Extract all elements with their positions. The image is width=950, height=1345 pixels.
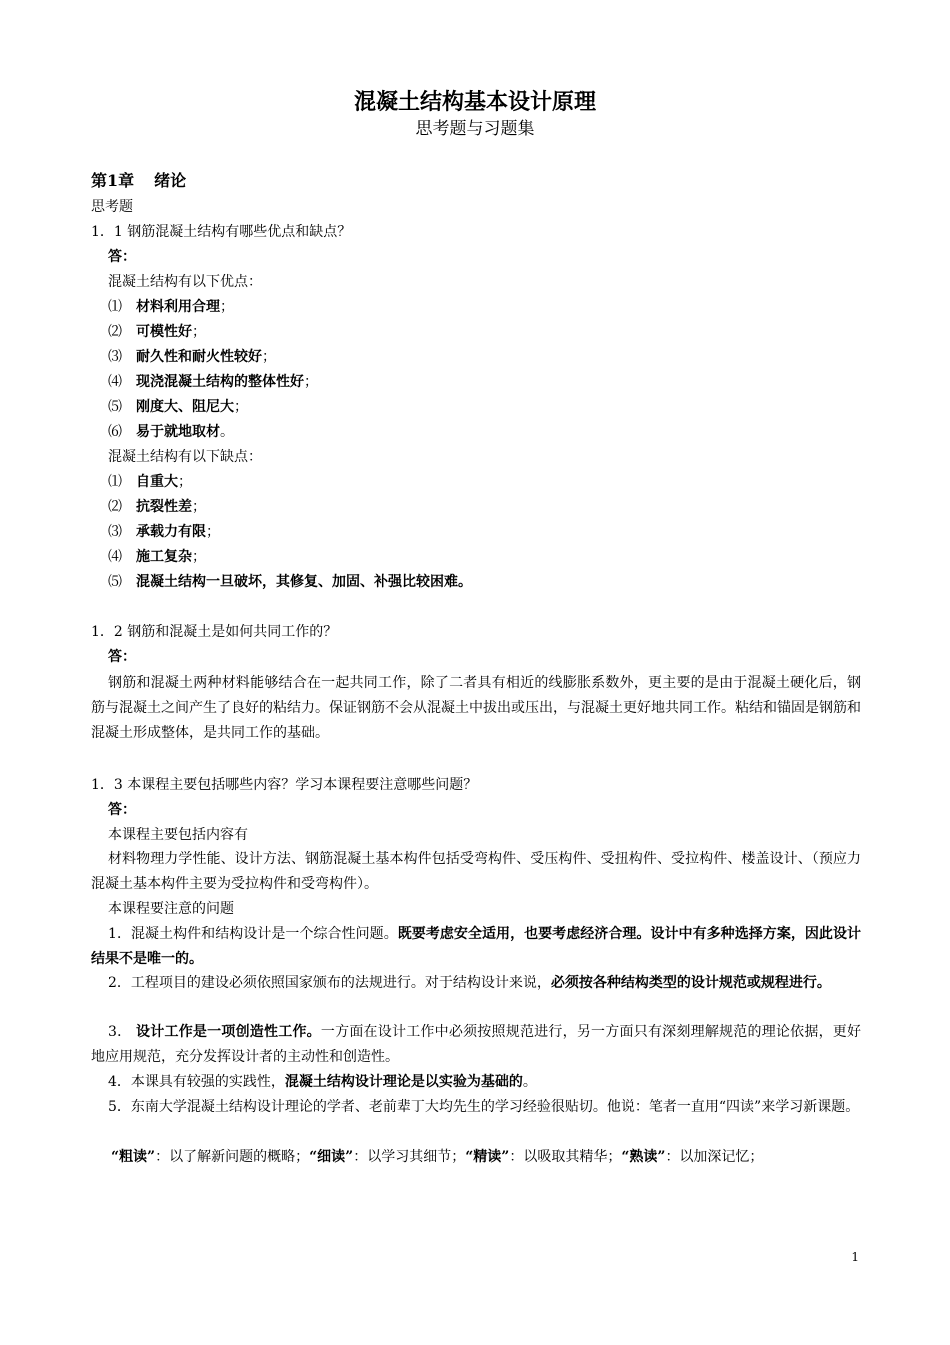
list-number: ⑸ (108, 399, 122, 415)
disadvantages-intro: 混凝土结构有以下缺点： (108, 449, 262, 465)
list-item: ⑸ 刚度大、阻尼大； (108, 399, 248, 415)
list-number: ⑷ (108, 549, 122, 565)
chapter-title: 绪论 (154, 171, 187, 190)
list-item: ⑶ 耐久性和耐火性较好； (108, 349, 276, 365)
list-item: ⑹ 易于就地取材。 (108, 424, 234, 440)
list-number: ⑸ (108, 574, 122, 590)
list-item: ⑸ 混凝土结构一旦破坏，其修复、加固、补强比较困难。 (108, 574, 472, 590)
note-paragraph-4: 4．本课具有较强的实践性，混凝土结构设计理论是以实验为基础的。 (108, 1074, 537, 1090)
content-intro: 本课程主要包括内容有 (108, 827, 248, 843)
chapter-heading (91, 169, 186, 193)
list-number: ⑴ (108, 299, 122, 315)
question-1-3: 1．3 本课程主要包括哪些内容？学习本课程要注意哪些问题？ (91, 777, 478, 793)
content-paragraph: 材料物理力学性能、设计方法、钢筋混凝土基本构件包括受弯构件、受压构件、受扭构件、受拉构件、楼盖设计、（预应力混凝土基本构件主要为受拉构件和受弯构件）。 (91, 851, 861, 892)
list-number: ⑹ (108, 424, 122, 440)
list-number: ⑴ (108, 474, 122, 490)
list-number: ⑶ (108, 524, 122, 540)
advantages-intro: 混凝土结构有以下优点： (108, 274, 262, 290)
list-item: ⑵ 抗裂性差； (108, 499, 206, 515)
answer-label: 答： (108, 249, 136, 265)
answer-label: 答： (108, 802, 136, 818)
chapter-number: 第1章 (91, 171, 135, 190)
list-item: ⑶ 承载力有限； (108, 524, 220, 540)
list-number: ⑶ (108, 349, 122, 365)
note-paragraph-3: 3． 设计工作是一项创造性工作。一方面在设计工作中必须按照规范进行，另一方面只有深刻理解规范的理论依据，更好地应用规范，充分发挥设计者的主动性和创造性。 (91, 1024, 862, 1065)
answer-label: 答： (108, 649, 136, 665)
question-1-2: 1．2 钢筋和混凝土是如何共同工作的？ (91, 624, 338, 640)
note-paragraph-1: 1．混凝土构件和结构设计是一个综合性问题。既要考虑安全适用，也要考虑经济合理。设计中有多种选择方案，因此设计结果不是唯一的。 (91, 926, 862, 967)
list-number: ⑵ (108, 499, 122, 515)
document-subtitle: 思考题与习题集 (415, 119, 535, 139)
note-paragraph-5: 5．东南大学混凝土结构设计理论的学者、老前辈丁大均先生的学习经验很贴切。他说：笔者一直用“四读”来学习新课题。 (108, 1099, 860, 1115)
list-item: ⑴ 材料利用合理； (108, 299, 234, 315)
document-title: 混凝土结构基本设计原理 (353, 89, 596, 115)
note-paragraph-2: 2．工程项目的建设必须依照国家颁布的法规进行。对于结构设计来说，必须按各种结构类型的设计规范或规程进行。 (108, 975, 831, 991)
question-1-1: 1．1 钢筋混凝土结构有哪些优点和缺点？ (91, 224, 352, 240)
reading-methods: “粗读”：以了解新问题的概略；“细读”：以学习其细节；“精读”：以吸取其精华；“熟读”：以加深记忆； (111, 1149, 764, 1165)
list-item: ⑴ 自重大； (108, 474, 192, 490)
page-number: 1 (851, 1250, 859, 1264)
list-item: ⑷ 现浇混凝土结构的整体性好； (108, 374, 318, 390)
section-label: 思考题 (91, 199, 133, 215)
list-number: ⑷ (108, 374, 122, 390)
list-item: ⑷ 施工复杂； (108, 549, 206, 565)
list-item: ⑵ 可模性好； (108, 324, 206, 340)
answer-paragraph: 钢筋和混凝土两种材料能够结合在一起共同工作，除了二者具有相近的线膨胀系数外，更主要的是由于混凝土硬化后，钢筋与混凝土之间产生了良好的粘结力。保证钢筋不会从混凝土中拔出或压出，与混凝土更好地共同工作。粘结和锚固是钢筋和混凝土形成整体，是共同工作的基础。 (91, 675, 861, 741)
list-number: ⑵ (108, 324, 122, 340)
notes-intro: 本课程要注意的问题 (108, 901, 234, 917)
